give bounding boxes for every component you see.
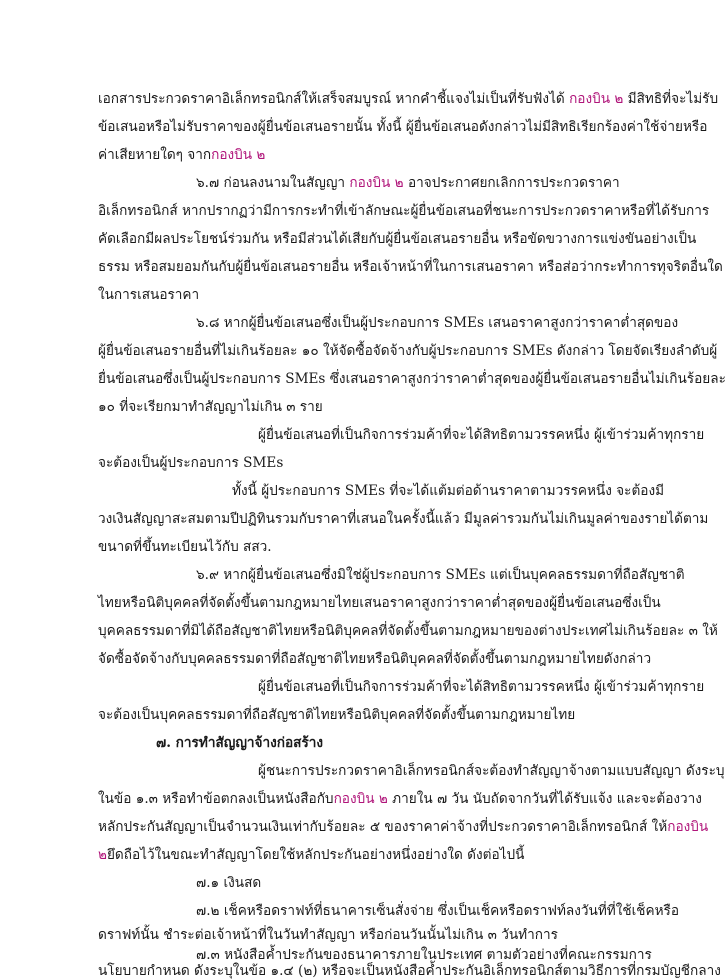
highlight-text: กองบิน ๒ bbox=[569, 91, 624, 107]
line-text: ๗.๓ หนังสือค้ำประกันของธนาคารภายในประเทศ ตามตัวอย่างที่คณะกรรมการ bbox=[196, 947, 652, 963]
line-text: ๖.๙ หากผู้ยื่นข้อเสนอซึ่งมิใช่ผู้ประกอบการ SMEs แต่เป็นบุคคลธรรมดาที่ถือสัญชาติ bbox=[196, 567, 685, 583]
text-line bbox=[258, 426, 705, 444]
line-text: ทั้งนี้ ผู้ประกอบการ SMEs ที่จะได้แต้มต่อด้านราคาตามวรรคหนึ่ง จะต้องมี bbox=[232, 483, 665, 499]
line-text: ในการเสนอราคา bbox=[98, 287, 200, 303]
clause-6-9-heading bbox=[196, 566, 685, 584]
line-text: ขนาดที่ขึ้นทะเบียนไว้กับ สสว. bbox=[98, 539, 272, 555]
line-text: วงเงินสัญญาสะสมตามปีปฏิทินรวมกับราคาที่เสนอในครั้งนี้แล้ว มีมูลค่ารวมกันไม่เกินมูลค่าของรายได้ตาม bbox=[98, 511, 709, 527]
text-line bbox=[258, 762, 725, 780]
text-line bbox=[98, 790, 702, 808]
text-line bbox=[98, 622, 718, 640]
text-line bbox=[98, 846, 638, 864]
line-text: ๑๐ ที่จะเรียกมาทำสัญญาไม่เกิน ๓ ราย bbox=[98, 399, 323, 415]
text-line bbox=[98, 286, 638, 304]
line-text: ผู้ชนะการประกวดราคาอิเล็กทรอนิกส์จะต้องทำสัญญาจ้างตามแบบสัญญา ดังระบุ bbox=[258, 763, 725, 779]
text-line bbox=[98, 962, 721, 980]
text-line bbox=[98, 650, 652, 668]
text-line bbox=[98, 818, 709, 836]
text-line bbox=[98, 90, 719, 108]
line-text: ในข้อ ๑.๓ หรือทำข้อตกลงเป็นหนังสือกับ bbox=[98, 791, 334, 807]
clause-7-2-heading bbox=[196, 902, 680, 920]
text-line bbox=[98, 594, 661, 612]
line-text: อิเล็กทรอนิกส์ หากปรากฏว่ามีการกระทำที่เข้าลักษณะผู้ยื่นข้อเสนอที่ชนะการประกวดราคาหรือที่ได้รับการ bbox=[98, 203, 710, 219]
text-line bbox=[98, 454, 638, 472]
line-text: ๗.๑ เงินสด bbox=[196, 875, 262, 891]
section-7-heading bbox=[156, 734, 638, 752]
line-text: ผู้ยื่นข้อเสนอรายอื่นที่ไม่เกินร้อยละ ๑๐ ให้จัดซื้อจัดจ้างกับผู้ประกอบการ SMEs ดังกล่าว โดยจัดเรียงลำดับผู้ bbox=[98, 343, 718, 359]
line-text: บุคคลธรรมดาที่มิได้ถือสัญชาติไทยหรือนิติบุคคลที่จัดตั้งขึ้นตามกฎหมายของต่างประเทศไม่เกินร้อยละ ๓ ให้ bbox=[98, 623, 718, 639]
highlight-text: กองบิน ๒ bbox=[349, 175, 404, 191]
line-text: ๗. การทำสัญญาจ้างก่อสร้าง bbox=[156, 735, 324, 751]
line-text: จัดซื้อจัดจ้างกับบุคคลธรรมดาที่ถือสัญชาติไทยหรือนิติบุคคลที่จัดตั้งขึ้นตามกฎหมายไทยดังกล่าว bbox=[98, 651, 652, 667]
text-line bbox=[98, 370, 726, 388]
line-text: ๖.๘ หากผู้ยื่นข้อเสนอซึ่งเป็นผู้ประกอบการ SMEs เสนอราคาสูงกว่าราคาต่ำสุดของ bbox=[196, 315, 679, 331]
line-text: จะต้องเป็นบุคคลธรรมดาที่ถือสัญชาติไทยหรือนิติบุคคลที่จัดตั้งขึ้นตามกฎหมายไทย bbox=[98, 707, 576, 723]
text-line bbox=[98, 706, 638, 724]
line-text: ภายใน ๗ วัน นับถัดจากวันที่ได้รับแจ้ง และจะต้องวาง bbox=[387, 791, 702, 807]
text-line bbox=[232, 482, 665, 500]
line-text: ๖.๗ ก่อนลงนามในสัญญา bbox=[196, 175, 350, 191]
line-text: ดราฟท์นั้น ชำระต่อเจ้าหน้าที่ในวันทำสัญญา หรือก่อนวันนั้นไม่เกิน ๓ วันทำการ bbox=[98, 927, 558, 943]
highlight-text: กองบิน ๒ bbox=[211, 147, 266, 163]
line-text: ๗.๒ เช็คหรือดราฟท์ที่ธนาคารเซ็นสั่งจ่าย ซึ่งเป็นเช็คหรือดราฟท์ลงวันที่ที่ใช้เช็คหรือ bbox=[196, 903, 680, 919]
line-text: ผู้ยื่นข้อเสนอที่เป็นกิจการร่วมค้าที่จะได้สิทธิตามวรรคหนึ่ง ผู้เข้าร่วมค้าทุกราย bbox=[258, 427, 705, 443]
text-line bbox=[98, 202, 710, 220]
highlight-text: กองบิน ๒ bbox=[333, 791, 388, 807]
highlight-text: ๒ bbox=[98, 847, 107, 863]
line-text: อาจประกาศยกเลิกการประกวดราคา bbox=[403, 175, 620, 191]
text-line bbox=[98, 538, 638, 556]
text-line bbox=[258, 678, 705, 696]
text-line bbox=[98, 342, 718, 360]
clause-6-8-heading bbox=[196, 314, 679, 332]
line-text: เอกสารประกวดราคาอิเล็กทรอนิกส์ให้เสร็จสมบูรณ์ หากคำชี้แจงไม่เป็นที่รับฟังได้ bbox=[98, 91, 570, 107]
text-line bbox=[98, 146, 638, 164]
highlight-text: กองบิน bbox=[667, 819, 709, 835]
line-text: ผู้ยื่นข้อเสนอที่เป็นกิจการร่วมค้าที่จะได้สิทธิตามวรรคหนึ่ง ผู้เข้าร่วมค้าทุกราย bbox=[258, 679, 705, 695]
line-text: นโยบายกำหนด ดังระบุในข้อ ๑.๔ (๒) หรือจะเป็นหนังสือค้ำประกันอิเล็กทรอนิกส์ตามวิธีการที่กรมบัญชีกลาง bbox=[98, 963, 721, 979]
text-line bbox=[98, 118, 708, 136]
line-text: คัดเลือกมีผลประโยชน์ร่วมกัน หรือมีส่วนได้เสียกับผู้ยื่นข้อเสนอรายอื่น หรือขัดขวางการแข่งขันอย่างเป็น bbox=[98, 231, 697, 247]
text-line bbox=[98, 398, 638, 416]
line-text: ธรรม หรือสมยอมกันกับผู้ยื่นข้อเสนอรายอื่น หรือเจ้าหน้าที่ในการเสนอราคา หรือส่อว่ากระทำการทุจริตอื่นใด bbox=[98, 259, 723, 275]
text-line bbox=[98, 230, 697, 248]
text-line bbox=[98, 926, 638, 944]
line-text: ข้อเสนอหรือไม่รับราคาของผู้ยื่นข้อเสนอรายนั้น ทั้งนี้ ผู้ยื่นข้อเสนอดังกล่าวไม่มีสิทธิเรียกร้องค่าใช้จ่ายหรือ bbox=[98, 119, 708, 135]
clause-7-1-heading bbox=[196, 874, 638, 892]
line-text: ยื่นข้อเสนอซึ่งเป็นผู้ประกอบการ SMEs ซึ่งเสนอราคาสูงกว่าราคาต่ำสุดของผู้ยื่นข้อเสนอรายอื่นไม่เกินร้อยละ bbox=[98, 371, 726, 387]
text-line bbox=[98, 258, 723, 276]
clause-6-7-heading bbox=[196, 174, 638, 192]
line-text: มีสิทธิที่จะไม่รับ bbox=[623, 91, 719, 107]
line-text: ยึดถือไว้ในขณะทำสัญญาโดยใช้หลักประกันอย่างหนึ่งอย่างใด ดังต่อไปนี้ bbox=[106, 847, 525, 863]
line-text: จะต้องเป็นผู้ประกอบการ SMEs bbox=[98, 455, 284, 471]
text-line bbox=[98, 510, 709, 528]
line-text: หลักประกันสัญญาเป็นจำนวนเงินเท่ากับร้อยละ ๕ ของราคาค่าจ้างที่ประกวดราคาอิเล็กทรอนิกส์ ให้ bbox=[98, 819, 668, 835]
line-text: ค่าเสียหายใดๆ จาก bbox=[98, 147, 212, 163]
line-text: ไทยหรือนิติบุคคลที่จัดตั้งขึ้นตามกฎหมายไทยเสนอราคาสูงกว่าราคาต่ำสุดของผู้ยื่นข้อเสนอซึ่งเป็น bbox=[98, 595, 661, 611]
